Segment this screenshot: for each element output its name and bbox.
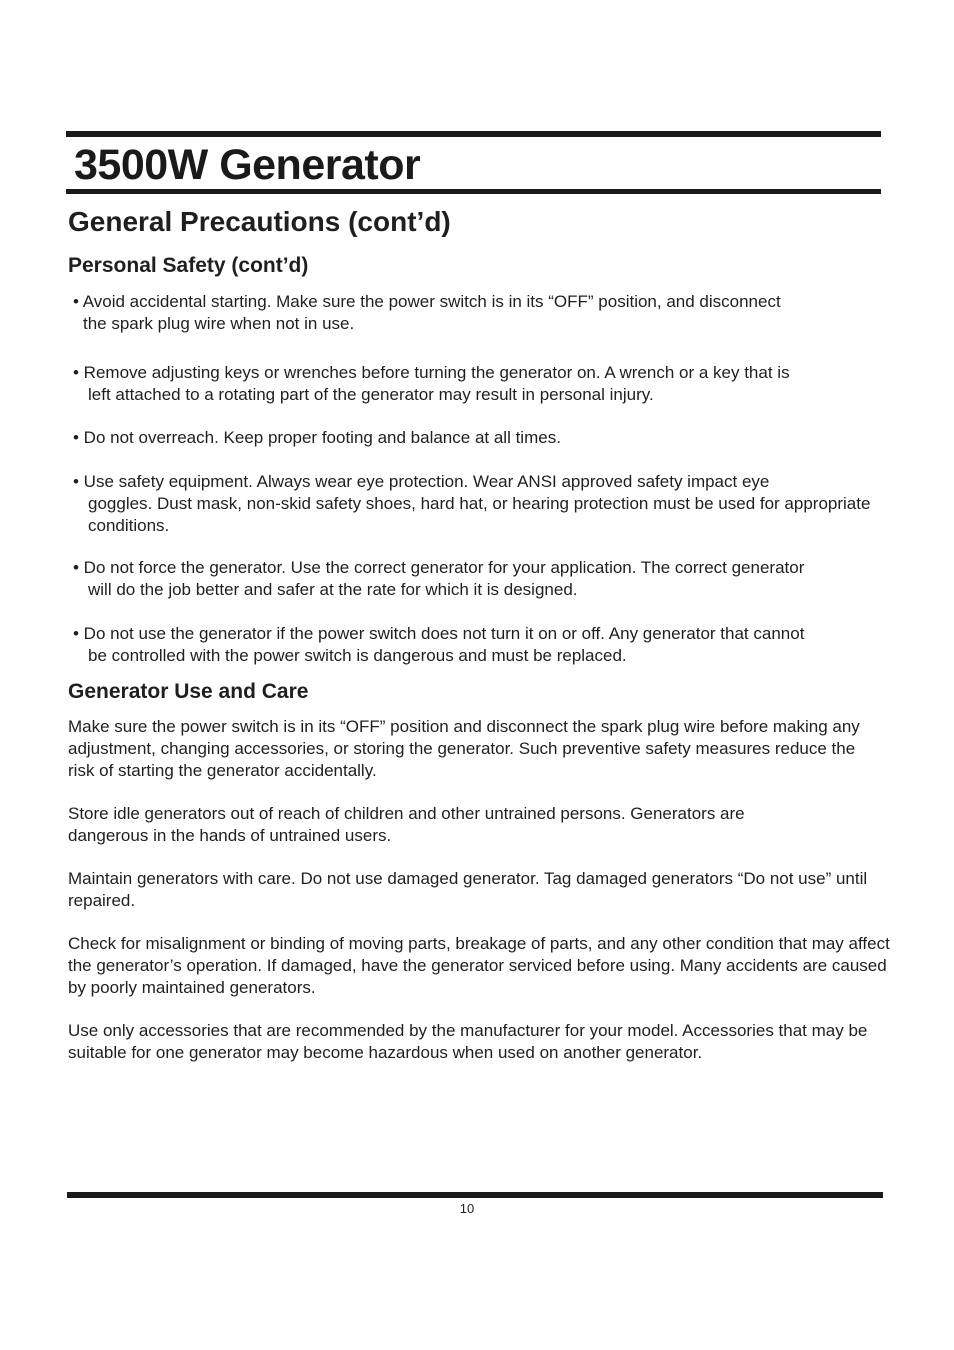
- bullet-item-remove-keys: [73, 362, 903, 406]
- bullet-line: • Do not force the generator. Use the correct generator for your application. The correct generator: [73, 558, 805, 577]
- bullet-continuation: will do the job better and safer at the rate for which it is designed.: [88, 580, 578, 599]
- bullet-line: • Remove adjusting keys or wrenches before turning the generator on. A wrench or a key that is: [73, 363, 790, 382]
- use-care-paragraph: Make sure the power switch is in its “OFF” position and disconnect the spark plug wire before making any adjustment, changing accessories, or storing the generator. Such preventive safety measures reduce the risk of starting the generator accidentally.: [68, 717, 860, 780]
- bullet-item-power-switch: [73, 623, 903, 667]
- bullet-continuation: goggles. Dust mask, non-skid safety shoes, hard hat, or hearing protection must be used for appropriate conditions.: [88, 494, 871, 535]
- bullet-line: • Use safety equipment. Always wear eye protection. Wear ANSI approved safety impact eye: [73, 472, 770, 491]
- use-and-care-heading: Generator Use and Care: [68, 680, 309, 703]
- use-care-paragraph: Maintain generators with care. Do not use damaged generator. Tag damaged generators “Do not use” until repaired.: [68, 869, 868, 910]
- bullet-item-overreach: [73, 427, 903, 449]
- bullet-continuation: the spark plug wire when not in use.: [83, 314, 355, 333]
- bullet-line: • Do not overreach. Keep proper footing and balance at all times.: [73, 428, 561, 447]
- bullet-line: • Avoid accidental starting. Make sure the power switch is in its “OFF” position, and disconnect: [73, 292, 781, 311]
- footer-rule: [67, 1192, 883, 1198]
- page-title: 3500W Generator: [74, 141, 421, 189]
- bullet-item-avoid-starting: [73, 291, 903, 335]
- use-care-paragraph: Store idle generators out of reach of children and other untrained persons. Generators are dangerous in the hands of untrained users.: [68, 804, 745, 845]
- bullet-continuation: left attached to a rotating part of the generator may result in personal injury.: [88, 385, 654, 404]
- use-care-paragraph: Check for misalignment or binding of moving parts, breakage of parts, and any other condition that may affect the generator’s operation. If damaged, have the generator serviced before using. Many accidents are caused by poorly maintained generators.: [68, 934, 890, 997]
- use-care-paragraph: Use only accessories that are recommended by the manufacturer for your model. Accessories that may be suitable for one generator may become hazardous when used on another generator.: [68, 1021, 868, 1062]
- section-title: General Precautions (cont’d): [68, 206, 451, 237]
- bullet-item-force: [73, 557, 903, 601]
- title-bottom-rule: [66, 189, 881, 194]
- page-number: 10: [459, 1201, 475, 1216]
- personal-safety-heading: Personal Safety (cont’d): [68, 254, 309, 277]
- bullet-continuation: be controlled with the power switch is dangerous and must be replaced.: [88, 646, 627, 665]
- bullet-line: • Do not use the generator if the power switch does not turn it on or off. Any generator that cannot: [73, 624, 805, 643]
- title-top-rule: [66, 131, 881, 137]
- bullet-item-safety-equipment: [73, 471, 873, 537]
